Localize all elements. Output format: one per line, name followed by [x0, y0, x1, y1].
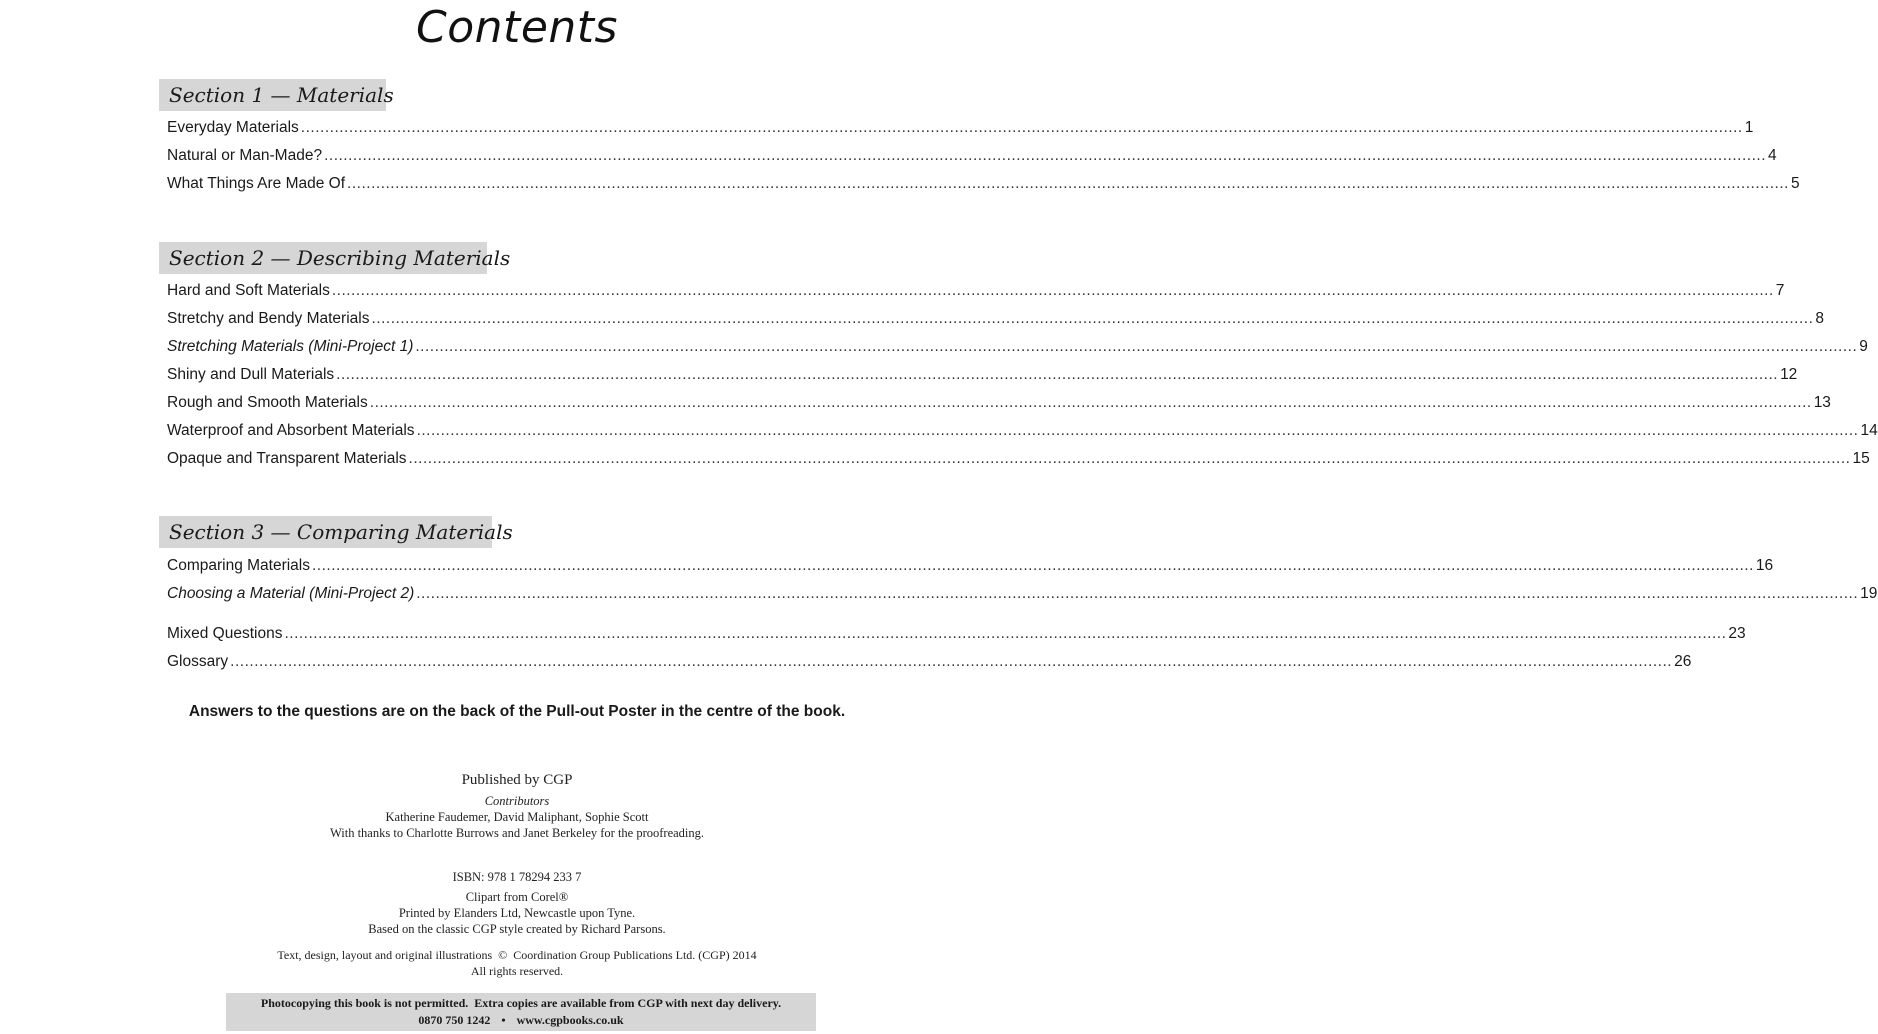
section-2-heading: Section 2 — Describing Materials	[159, 242, 487, 274]
leader-dots: ............................................................................................................................................................................................................................................................................................................	[284, 625, 1727, 642]
leader-dots: ............................................................................................................................................................................................................................................................................................................	[312, 557, 1754, 574]
section-3-heading: Section 3 — Comparing Materials	[159, 516, 492, 548]
proofreading-thanks: With thanks to Charlotte Burrows and Janet Berkeley for the proofreading.	[329, 826, 705, 840]
contact-line	[226, 1012, 816, 1029]
toc-entry-page: 14	[1860, 422, 1878, 439]
toc-entry[interactable]	[167, 173, 1800, 195]
toc-entry[interactable]	[167, 392, 1831, 414]
toc-entry-page: 15	[1852, 450, 1870, 467]
leader-dots: ............................................................................................................................................................................................................................................................................................................	[415, 338, 1858, 355]
phone-number: 0870 750 1242	[418, 1013, 491, 1027]
bullet-separator: •	[501, 1013, 506, 1027]
leader-dots: ............................................................................................................................................................................................................................................................................................................	[371, 310, 1814, 327]
toc-entry-page: 16	[1755, 557, 1774, 574]
toc-entry-label: Stretching Materials (Mini-Project 1)	[167, 338, 414, 355]
toc-entry[interactable]	[167, 280, 1785, 302]
toc-entry-label: Everyday Materials	[167, 119, 299, 136]
toc-entry-label: What Things Are Made Of	[167, 175, 346, 192]
toc-entry-page: 7	[1775, 282, 1785, 299]
style-credit: Based on the classic CGP style created by Richard Parsons.	[368, 922, 666, 936]
toc-entry-label: Comparing Materials	[167, 557, 310, 574]
toc-entry[interactable]	[167, 364, 1798, 386]
toc-entry-label: Stretchy and Bendy Materials	[167, 310, 370, 327]
isbn: ISBN: 978 1 78294 233 7	[452, 870, 582, 884]
toc-entry[interactable]	[167, 448, 1870, 470]
toc-entry-label: Choosing a Material (Mini-Project 2)	[167, 585, 415, 602]
toc-entry[interactable]	[167, 420, 1878, 442]
toc-entry[interactable]	[167, 583, 1878, 605]
toc-entry[interactable]	[167, 117, 1754, 139]
answers-note: Answers to the questions are on the back of the Pull-out Poster in the centre of the book.	[188, 703, 846, 720]
toc-entry[interactable]	[167, 336, 1868, 358]
copyright-notice: Text, design, layout and original illustrations © Coordination Group Publications Ltd. (CGP) 2014	[277, 948, 757, 962]
toc-entry-page: 5	[1790, 175, 1800, 192]
leader-dots: ............................................................................................................................................................................................................................................................................................................	[369, 394, 1812, 411]
toc-entry-page: 13	[1813, 394, 1831, 411]
leader-dots: ............................................................................................................................................................................................................................................................................................................	[347, 175, 1789, 192]
toc-entry-label: Rough and Smooth Materials	[167, 394, 368, 411]
toc-entry-label: Natural or Man-Made?	[167, 147, 323, 164]
toc-entry[interactable]	[167, 308, 1825, 330]
toc-entry-page: 12	[1780, 366, 1798, 383]
leader-dots: ............................................................................................................................................................................................................................................................................................................	[331, 282, 1774, 299]
toc-entry-page: 26	[1674, 653, 1692, 670]
toc-entry-label: Shiny and Dull Materials	[167, 366, 335, 383]
toc-entry-page: 1	[1744, 119, 1754, 136]
leader-dots: ............................................................................................................................................................................................................................................................................................................	[230, 653, 1673, 670]
toc-entry-page: 9	[1859, 338, 1868, 355]
toc-entry-page: 19	[1860, 585, 1878, 602]
toc-entry-label: Hard and Soft Materials	[167, 282, 330, 299]
rights-reserved: All rights reserved.	[470, 964, 564, 978]
toc-entry-page: 8	[1815, 310, 1825, 327]
footer-notice-bar	[226, 993, 816, 1031]
toc-entry-label: Waterproof and Absorbent Materials	[167, 422, 415, 439]
contributors-list: Katherine Faudemer, David Maliphant, Sophie Scott	[385, 810, 649, 824]
toc-entry[interactable]	[167, 555, 1774, 577]
section-1-heading: Section 1 — Materials	[159, 79, 386, 111]
contributors-heading: Contributors	[484, 794, 550, 808]
leader-dots: ............................................................................................................................................................................................................................................................................................................	[336, 366, 1779, 383]
toc-entry-label: Opaque and Transparent Materials	[167, 450, 407, 467]
leader-dots: ............................................................................................................................................................................................................................................................................................................	[324, 147, 1766, 164]
leader-dots: ............................................................................................................................................................................................................................................................................................................	[300, 119, 1743, 136]
toc-entry-page: 4	[1768, 147, 1777, 164]
leader-dots: ............................................................................................................................................................................................................................................................................................................	[416, 585, 1859, 602]
toc-entry[interactable]	[167, 651, 1692, 673]
toc-entry-label: Glossary	[167, 653, 229, 670]
toc-entry[interactable]	[167, 145, 1777, 167]
printer-credit: Printed by Elanders Ltd, Newcastle upon Tyne.	[398, 906, 636, 920]
page-title: Contents	[416, 2, 618, 53]
toc-entry-label: Mixed Questions	[167, 625, 283, 642]
toc-entry-page: 23	[1728, 625, 1746, 642]
leader-dots: ............................................................................................................................................................................................................................................................................................................	[416, 422, 1859, 439]
photocopy-notice: Photocopying this book is not permitted. Extra copies are available from CGP with next day delivery.	[260, 996, 782, 1010]
toc-entry[interactable]	[167, 623, 1746, 645]
website-link[interactable]: www.cgpbooks.co.uk	[516, 1013, 624, 1027]
leader-dots: ............................................................................................................................................................................................................................................................................................................	[408, 450, 1851, 467]
clipart-credit: Clipart from Corel®	[465, 890, 569, 904]
published-by: Published by CGP	[461, 772, 573, 788]
